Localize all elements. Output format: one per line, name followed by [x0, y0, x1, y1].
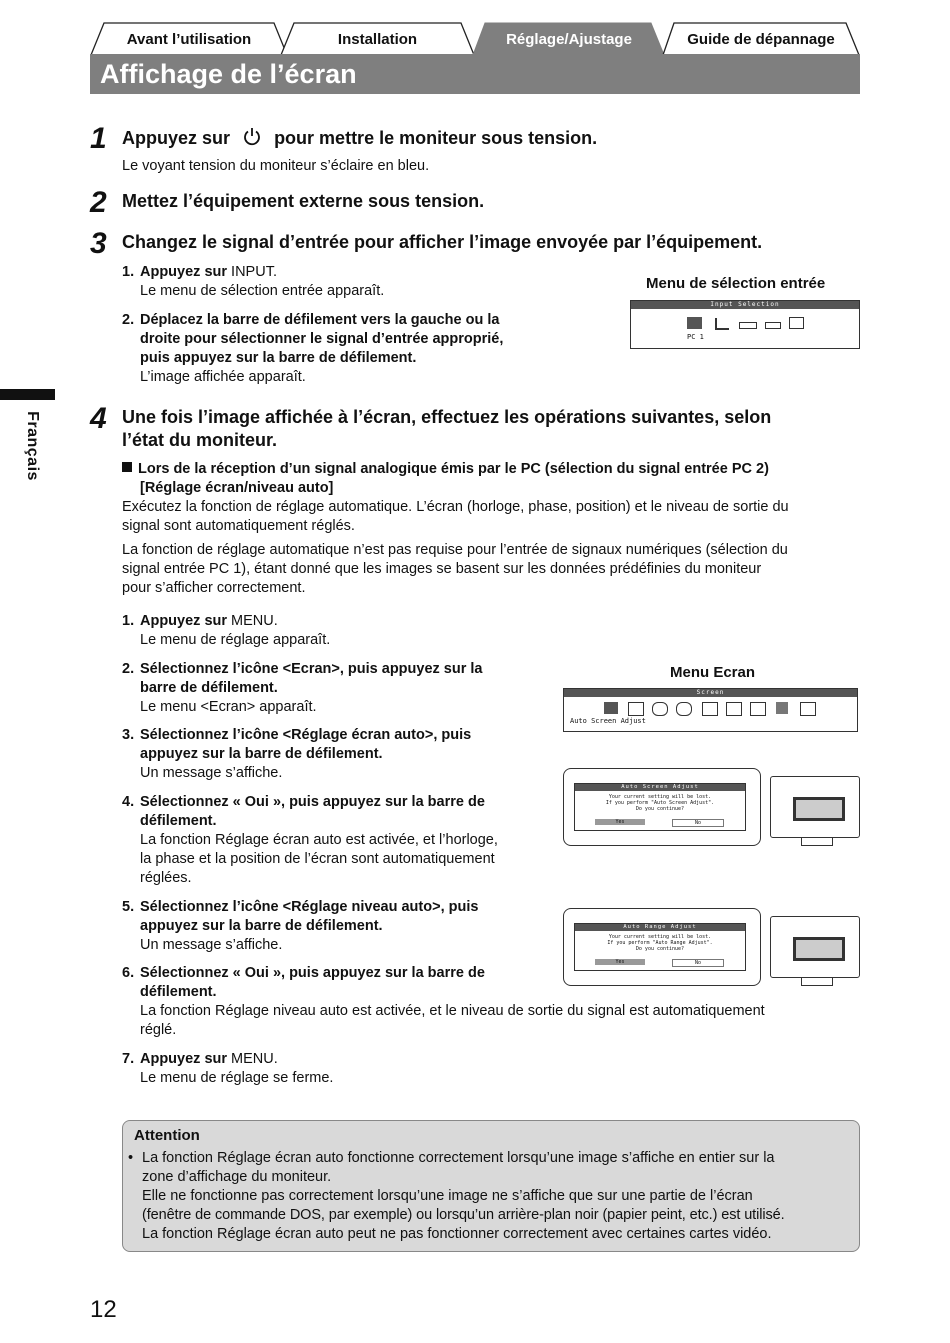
item-bold: droite pour sélectionner le signal d’entrée approprié, — [140, 331, 504, 347]
tab-label: Avant l’utilisation — [126, 31, 252, 48]
item-bold: puis appuyez sur la barre de défilement. — [140, 350, 417, 366]
step-number: 4 — [90, 402, 107, 435]
page-number: 12 — [90, 1296, 117, 1323]
return-icon — [800, 702, 816, 716]
input-selection-menu — [630, 300, 860, 349]
bullet-dot: • — [128, 1150, 134, 1166]
power-icon — [241, 127, 263, 147]
tab-label: Installation — [337, 31, 418, 48]
screen-menu-caption: Menu Ecran — [670, 664, 756, 681]
para2-line1: La fonction de réglage automatique n’est pas requise pour l’entrée de signaux numériques (sélection du — [122, 542, 788, 558]
step1-heading-post: pour mettre le moniteur sous tension. — [274, 128, 598, 148]
auto-screen-monitor-frame — [563, 768, 761, 846]
para1-line1: Exécutez la fonction de réglage automatique. L’écran (horloge, phase, position) et le niveau de sortie du — [122, 499, 789, 515]
input-menu-title: Input Selection — [631, 301, 859, 309]
dialog-title: Auto Range Adjust — [575, 924, 745, 931]
screen-menu-title: Screen — [564, 689, 857, 697]
screen-menu-item: Auto Screen Adjust — [570, 717, 646, 725]
step4-item-7 — [122, 1050, 552, 1090]
item-content — [140, 1050, 278, 1069]
attention-line: (fenêtre de commande DOS, par exemple) ou lorsqu’un arrière-plan noir (papier peint, etc.) est utilisé. — [142, 1207, 785, 1223]
dialog-line: Your current setting will be lost. — [608, 934, 712, 940]
item-key: INPUT. — [231, 264, 277, 280]
dialog-line: Your current setting will be lost. — [608, 794, 712, 800]
dialog-yes-button[interactable]: Yes — [595, 959, 645, 965]
attention-line: Elle ne fonctionne pas correctement lorsqu’une image ne s’affiche que sur une partie de l’écran — [142, 1188, 753, 1204]
tab-guide-depannage[interactable] — [662, 22, 860, 54]
monitor-illustration — [770, 776, 860, 838]
attention-line: La fonction Réglage écran auto peut ne pas fonctionner correctement avec certaines cartes vidéo. — [142, 1226, 772, 1242]
item-bold: appuyez sur la barre de défilement. — [140, 918, 383, 934]
item-rest: réglé. — [140, 1022, 177, 1038]
dialog-no-button[interactable]: No — [672, 959, 724, 967]
dialog-line: Do you continue? — [635, 946, 685, 952]
tab-avant-utilisation[interactable] — [90, 22, 288, 54]
filter-icon — [750, 702, 766, 716]
item-bold: Appuyez sur — [140, 613, 228, 629]
step4-heading-line2: l’état du moniteur. — [122, 430, 278, 450]
attention-title: Attention — [134, 1127, 200, 1144]
auto-range-dialog — [574, 923, 746, 971]
step-number: 2 — [90, 186, 107, 219]
step4-item-2 — [122, 660, 552, 720]
step1-heading-pre: Appuyez sur — [122, 128, 231, 148]
item-rest: Le menu de sélection entrée apparaît. — [140, 283, 385, 299]
dialog-title: Auto Screen Adjust — [575, 784, 745, 791]
item-bold: Sélectionnez l’icône <Réglage niveau auto>, puis — [140, 899, 479, 915]
screen-menu — [563, 688, 858, 732]
attention-line: zone d’affichage du moniteur. — [142, 1169, 332, 1185]
item-bold: défilement. — [140, 813, 217, 829]
language-text: Français — [24, 411, 41, 481]
title-bar — [90, 54, 860, 94]
dialog-yes-button[interactable]: Yes — [595, 819, 645, 825]
item-number: 5. — [122, 899, 135, 915]
dialog-line: If you perform "Auto Screen Adjust". — [605, 800, 715, 806]
video-icon — [739, 322, 757, 329]
item-rest: La fonction Réglage écran auto est activée, et l’horloge, — [140, 832, 498, 848]
input-menu-selected: PC 1 — [687, 333, 704, 341]
item-rest: Le menu de réglage se ferme. — [140, 1070, 334, 1086]
tab-label: Réglage/Ajustage — [506, 31, 632, 48]
svideo-icon — [765, 322, 781, 329]
item-bold: Sélectionnez « Oui », puis appuyez sur la barre de — [140, 794, 485, 810]
step-number: 3 — [90, 227, 107, 260]
monitor-screen — [793, 797, 845, 821]
step4-item-5 — [122, 898, 552, 958]
pc2-icon — [715, 318, 729, 330]
item-number: 2. — [122, 661, 135, 677]
item-bold: Sélectionnez l’icône <Ecran>, puis appuyez sur la — [140, 661, 483, 677]
step2-heading: Mettez l’équipement externe sous tension. — [122, 191, 485, 211]
language-marker-bar — [0, 389, 55, 400]
step4-item-3 — [122, 726, 552, 786]
language-label — [9, 405, 49, 495]
pc1-icon — [687, 317, 702, 329]
para1-line2: signal sont automatiquement réglés. — [122, 518, 355, 534]
auto-range-monitor-frame — [563, 908, 761, 986]
dialog-line: If you perform "Auto Range Adjust". — [607, 940, 713, 946]
bullet-square — [122, 462, 132, 472]
step4-item-4 — [122, 793, 552, 893]
item-rest: La fonction Réglage niveau auto est activée, et le niveau de sortie du signal est automatiquement — [140, 1003, 765, 1019]
item-bold: Sélectionnez l’icône <Réglage écran auto>, puis — [140, 727, 472, 743]
step1-text: Le voyant tension du moniteur s’éclaire en bleu. — [122, 158, 430, 174]
item-rest: L’image affichée apparaît. — [140, 369, 306, 385]
step3-heading: Changez le signal d’entrée pour afficher l’image envoyée par l’équipement. — [122, 232, 763, 252]
item-rest: Un message s’affiche. — [140, 937, 283, 953]
dialog-line: Do you continue? — [635, 806, 685, 812]
tab-label: Guide de dépannage — [687, 31, 835, 48]
step3-item-2 — [122, 311, 562, 391]
item-bold: appuyez sur la barre de défilement. — [140, 746, 383, 762]
step4-item-1 — [122, 612, 552, 652]
page-title: Affichage de l’écran — [100, 59, 357, 89]
step-number: 1 — [90, 122, 107, 155]
item-rest: Un message s’affiche. — [140, 765, 283, 781]
clock-icon — [652, 702, 668, 716]
item-rest: Le menu <Ecran> apparaît. — [140, 699, 317, 715]
bullet-title-line1: Lors de la réception d’un signal analogique émis par le PC (sélection du signal entrée PC 2) — [138, 461, 769, 477]
para2-line3: pour s’afficher correctement. — [122, 580, 306, 596]
para2-line2: signal entrée PC 1), étant donné que les images se basent sur les données prédéfinies du moniteur — [122, 561, 762, 577]
step1-heading — [122, 127, 597, 149]
item-number: 7. — [122, 1051, 135, 1067]
item-number: 4. — [122, 794, 135, 810]
item-bold: barre de défilement. — [140, 680, 278, 696]
item-number: 1. — [122, 613, 135, 629]
attention-line: La fonction Réglage écran auto fonctionne correctement lorsqu’une image s’affiche en entier sur la — [142, 1150, 775, 1166]
attention-box — [122, 1120, 860, 1252]
tab-installation[interactable] — [280, 22, 475, 54]
item-rest: Le menu de réglage apparaît. — [140, 632, 331, 648]
monitor-stand — [801, 837, 833, 846]
position-icon — [702, 702, 718, 716]
step4-heading-line1: Une fois l’image affichée à l’écran, effectuez les opérations suivantes, selon — [122, 407, 772, 427]
phase-icon — [676, 702, 692, 716]
resolution-icon — [726, 702, 742, 716]
auto-range-icon — [628, 702, 644, 716]
item-bold: Sélectionnez « Oui », puis appuyez sur la barre de — [140, 965, 485, 981]
auto-screen-dialog — [574, 783, 746, 831]
section-tabs — [90, 22, 860, 56]
signal-filter-icon — [776, 702, 788, 714]
item-number: 6. — [122, 965, 135, 981]
step3-item-1 — [122, 263, 552, 303]
item-bold: défilement. — [140, 984, 217, 1000]
auto-screen-icon — [604, 702, 618, 714]
item-bold: Appuyez sur — [140, 1051, 228, 1067]
item-content — [140, 263, 277, 282]
item-content — [140, 612, 278, 631]
input-menu-caption: Menu de sélection entrée — [646, 275, 826, 292]
monitor-illustration — [770, 916, 860, 978]
tab-reglage-ajustage[interactable] — [473, 22, 665, 54]
item-number: 2. — [122, 312, 135, 328]
bullet-title-line2: [Réglage écran/niveau auto] — [140, 480, 334, 496]
auto-icon — [789, 317, 804, 329]
monitor-stand — [801, 977, 833, 986]
item-key: MENU. — [231, 613, 278, 629]
item-bold: Appuyez sur — [140, 264, 228, 280]
item-key: MENU. — [231, 1051, 278, 1067]
dialog-no-button[interactable]: No — [672, 819, 724, 827]
item-rest: réglées. — [140, 870, 192, 886]
item-bold: Déplacez la barre de défilement vers la gauche ou la — [140, 312, 500, 328]
item-number: 3. — [122, 727, 135, 743]
monitor-screen — [793, 937, 845, 961]
item-rest: la phase et la position de l’écran sont automatiquement — [140, 851, 495, 867]
item-number: 1. — [122, 264, 135, 280]
